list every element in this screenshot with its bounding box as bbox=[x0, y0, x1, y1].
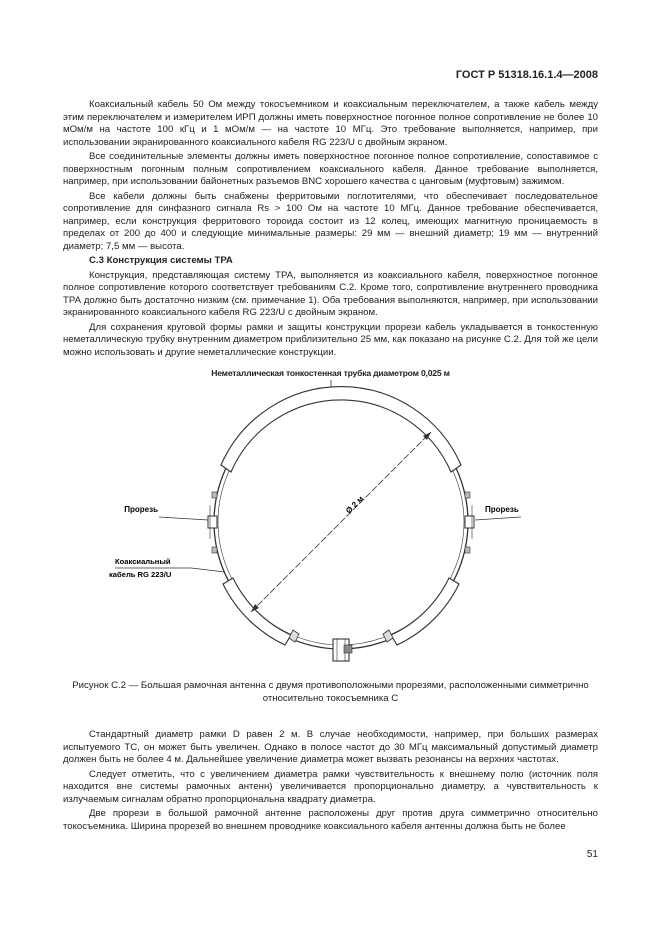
paragraph: Коаксиальный кабель 50 Ом между токосъемником и коаксиальным переключателем, а также кабель между этим переключателем и измерителем ИРП должны иметь поверхностное погонное полное сопротивление не более 10 мОм/м на частоте 100 кГц и 1 мОм/м — на частоте 10 МГц. Это требование выполняется, например, при использовании экранированного коаксиального кабеля RG 223/U с двойным экраном. bbox=[63, 99, 598, 148]
paragraph: Следует отметить, что с увеличением диаметра рамки чувствительность к внешнему полю (источник поля находится вне системы рамочных антенн) увеличивается пропорционально диаметру, а чувствительность к излучаемым сигналам обратно пропорциональна квадрату диаметра. bbox=[63, 768, 598, 805]
figure-title: Неметаллическая тонкостенная трубка диаметром 0,025 м bbox=[211, 368, 450, 378]
slot-left bbox=[208, 516, 217, 528]
slot-left-leader bbox=[159, 517, 208, 520]
diameter-line bbox=[251, 432, 431, 612]
figure-loop-antenna bbox=[63, 362, 598, 672]
cable-label-line2: кабель RG 223/U bbox=[109, 570, 172, 579]
loop-antenna-diagram bbox=[63, 362, 598, 672]
page-number: 51 bbox=[586, 849, 598, 860]
text-block-top bbox=[63, 99, 598, 361]
paragraph: Стандартный диаметр рамки D равен 2 м. В случае необходимости, например, при больших размерах испытуемого ТС, он может быть увеличен. Однако в полосе частот до 30 МГц максимальный допустимый диаметр должен быть не более 4 м. Дальнейшее увеличение диаметра может вызвать резонансы на верхних частотах. bbox=[63, 729, 598, 765]
cable-label-line1: Коаксиальный bbox=[115, 557, 171, 566]
paragraph: Все кабели должны быть снабжены ферритовыми поглотителями, что обеспечивает последовательное сопротивление для синфазного сигнала Rs > 100 Ом на частоте 10 МГц. Данное требование обеспечивается, например, если конструкция ферритового тороида состоит из 12 колец, имеющих магнитную проницаемость в пределах от 200 до 400 и следующие минимальные размеры: 29 мм — внешний диаметр; 19 мм — внутренний диаметр; 7,5 мм — высота. bbox=[63, 190, 598, 252]
text-block-bottom bbox=[63, 729, 598, 835]
slot-right-leader bbox=[475, 517, 521, 520]
tube-joint-right bbox=[383, 630, 393, 642]
document-header: ГОСТ Р 51318.16.1.4—2008 bbox=[455, 69, 598, 81]
tube-bottom-left bbox=[223, 578, 291, 645]
section-title: С.3 Конструкция системы ТРА bbox=[89, 255, 233, 266]
figure-caption: Рисунок С.2 — Большая рамочная антенна с двумя противоположными прорезями, расположенными симметрично относительно токосъемника С bbox=[72, 680, 589, 704]
paragraph: Для сохранения круговой формы рамки и защиты конструкции прорези кабель укладывается в тонкостенную неметаллическую трубку внутренним диаметром приблизительно 25 мм, как показано на рисунке С.2. Для той же цели можно использовать и другие неметаллические конструкции. bbox=[63, 321, 598, 358]
cable-leader bbox=[191, 568, 225, 572]
slot-left-label: Прорезь bbox=[124, 505, 158, 514]
diameter-label: Ø 2 м bbox=[344, 494, 366, 516]
slot-right-label: Прорезь bbox=[485, 505, 519, 514]
tube-top bbox=[221, 387, 461, 472]
tube-bottom-right bbox=[391, 578, 459, 645]
paragraph: Все соединительные элементы должны иметь поверхностное погонное полное сопротивление, сопоставимое с поверхностным погонным полным сопротивлением коаксиального кабеля. Данное требование выполняется, например, при использовании байонетных разъемов BNC хорошего качества с цанговым (муфтовым) зажимом. bbox=[63, 151, 598, 187]
tube-joint-left bbox=[289, 630, 299, 642]
slot-right bbox=[465, 516, 474, 528]
paragraph: Две прорези в большой рамочной антенне расположены друг против друга симметрично относительно токосъемника. Ширина прорезей во внешнем проводнике коаксиального кабеля антенны должна быть не более bbox=[63, 808, 598, 832]
paragraph: Конструкция, представляющая систему ТРА, выполняется из коаксиального кабеля, поверхностное погонное полное сопротивление которого соответствует требованиям С.2. Кроме того, сопротивление внутреннего проводника ТРА должно быть достаточно низким (см. примечание 1). Оба требования выполняются, например, при использовании экранированного коаксиального кабеля RG 223/U с двойным экраном. bbox=[63, 269, 598, 318]
